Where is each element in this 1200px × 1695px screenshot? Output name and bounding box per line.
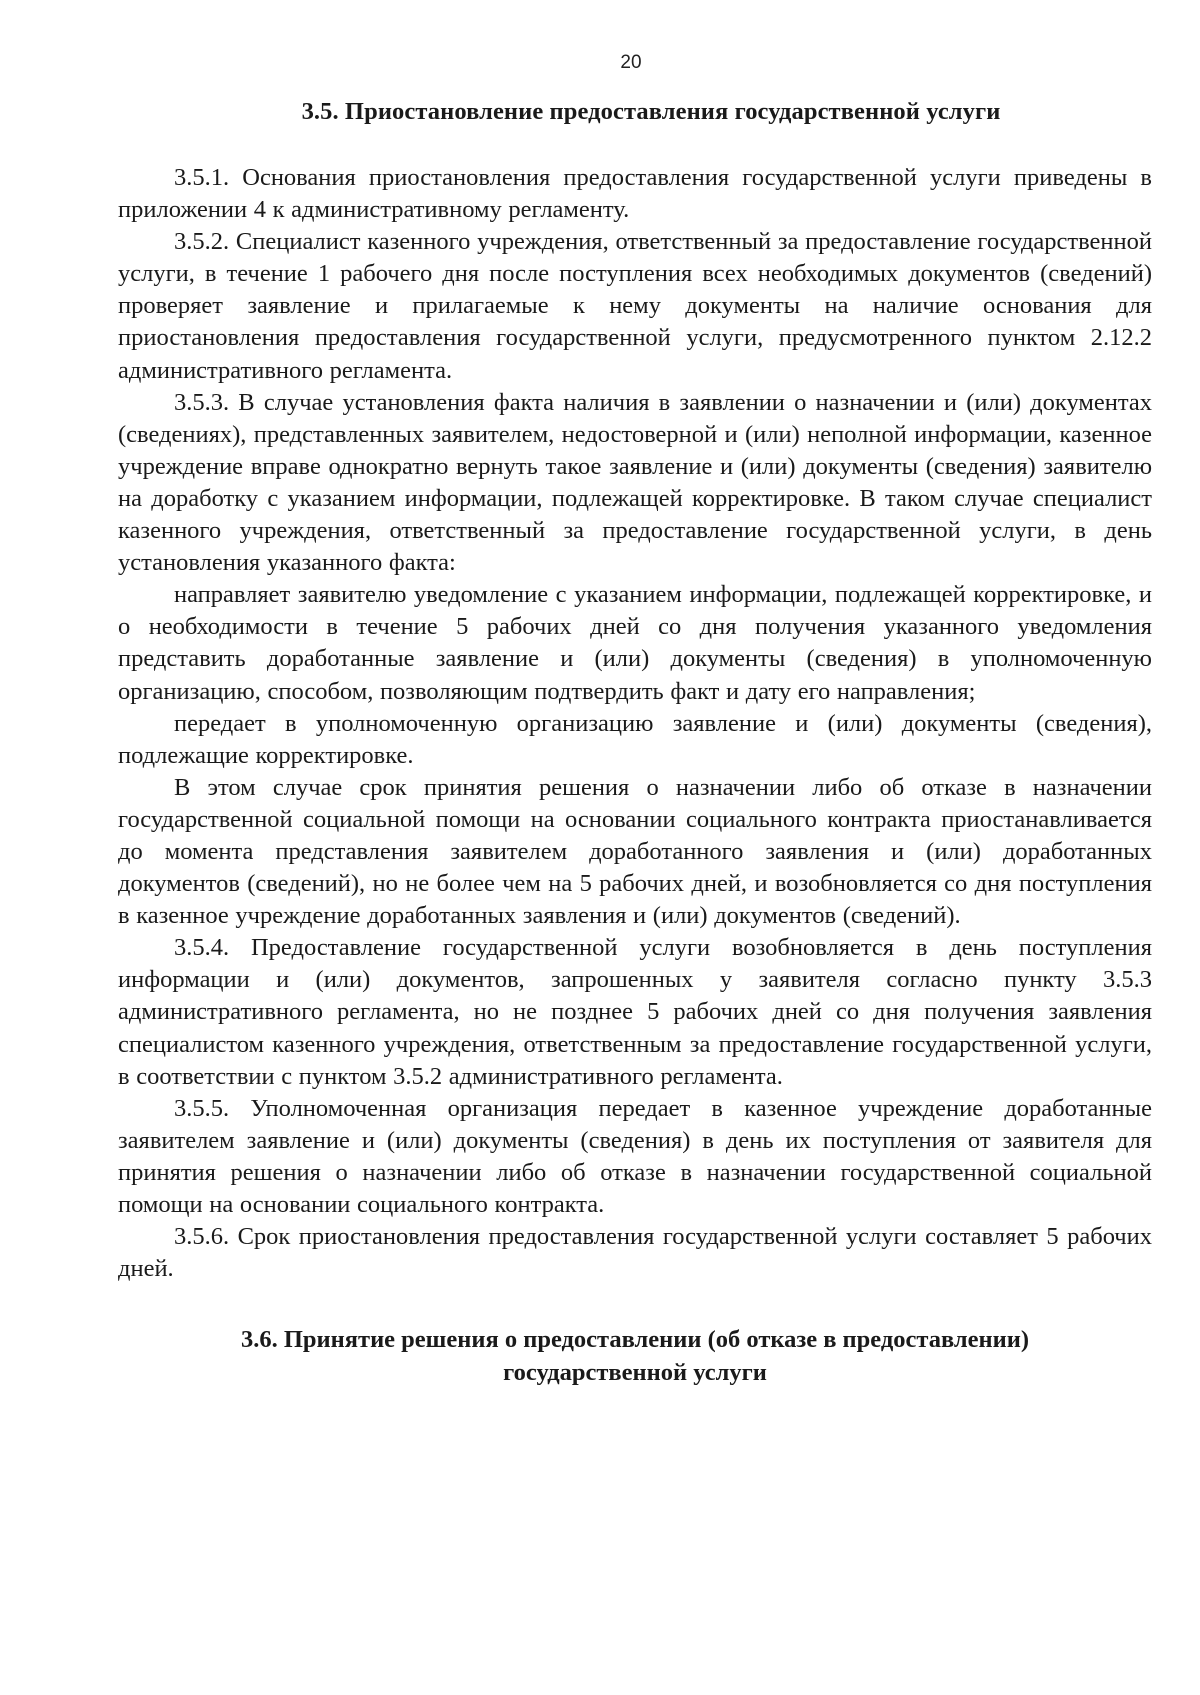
paragraph-sends-notification: направляет заявителю уведомление с указанием информации, подлежащей корректировке, и о необходимости в течение 5 рабочих дней со дня получения указанного уведомления представить доработанные заявление и (или) документы (сведения) в уполномоченную организацию, способом, позволяющим подтвердить факт и дату его направления; [118, 581, 1152, 705]
paragraph-3-5-6: 3.5.6. Срок приостановления предоставления государственной услуги составляет 5 рабочих дней. [118, 1223, 1152, 1283]
section-heading-3-6-line1: 3.6. Принятие решения о предоставлении (об отказе в предоставлении) [240, 1326, 1029, 1354]
document-body [118, 96, 1152, 1389]
paragraph-3-5-3: 3.5.3. В случае установления факта наличия в заявлении о назначении и (или) документах (сведениях), представленных заявителем, недостоверной и (или) неполной информации, казенное учреждение вправе однократно вернуть такое заявление и (или) документы (сведения) заявителю на доработку с указанием информации, подлежащей корректировке. В таком случае специалист казенного учреждения, ответственный за предоставление государственной услуги, в день установления указанного факта: [118, 388, 1152, 577]
page-number: 20 [620, 52, 642, 73]
paragraph-3-5-1: 3.5.1. Основания приостановления предоставления государственной услуги приведены в приложении 4 к административному регламенту. [118, 164, 1152, 224]
paragraph-3-5-2: 3.5.2. Специалист казенного учреждения, ответственный за предоставление государственной услуги, в течение 1 рабочего дня после поступления всех необходимых документов (сведений) проверяет заявление и прилагаемые к нему документы на наличие основания для приостановления предоставления государственной услуги, предусмотренного пунктом 2.12.2 административного регламента. [118, 228, 1152, 384]
section-heading-3-6-line2: государственной услуги [503, 1359, 767, 1387]
section-heading-3-6 [118, 1323, 1152, 1389]
paragraph-3-5-4: 3.5.4. Предоставление государственной услуги возобновляется в день поступления информации и (или) документов, запрошенных у заявителя согласно пункту 3.5.3 административного регламента, но не позднее 5 рабочих дней со дня получения заявления специалистом казенного учреждения, ответственным за предоставление государственной услуги, в соответствии с пунктом 3.5.2 административного регламента. [118, 934, 1152, 1090]
paragraph-transfers-documents: передает в уполномоченную организацию заявление и (или) документы (сведения), подлежащие корректировке. [118, 709, 1152, 769]
paragraph-3-5-5: 3.5.5. Уполномоченная организация передает в казенное учреждение доработанные заявителем заявление и (или) документы (сведения) в день их поступления от заявителя для принятия решения о назначении либо об отказе в назначении государственной социальной помощи на основании социального контракта. [118, 1094, 1152, 1218]
section-heading-3-5: 3.5. Приостановление предоставления государственной услуги [301, 98, 1001, 125]
paragraph-deadline-suspension: В этом случае срок принятия решения о назначении либо об отказе в назначении государственной социальной помощи на основании социального контракта приостанавливается до момента представления заявителем доработанного заявления и (или) доработанных документов (сведений), но не более чем на 5 рабочих дней, и возобновляется со дня поступления в казенное учреждение доработанных заявления и (или) документов (сведений). [118, 773, 1152, 930]
